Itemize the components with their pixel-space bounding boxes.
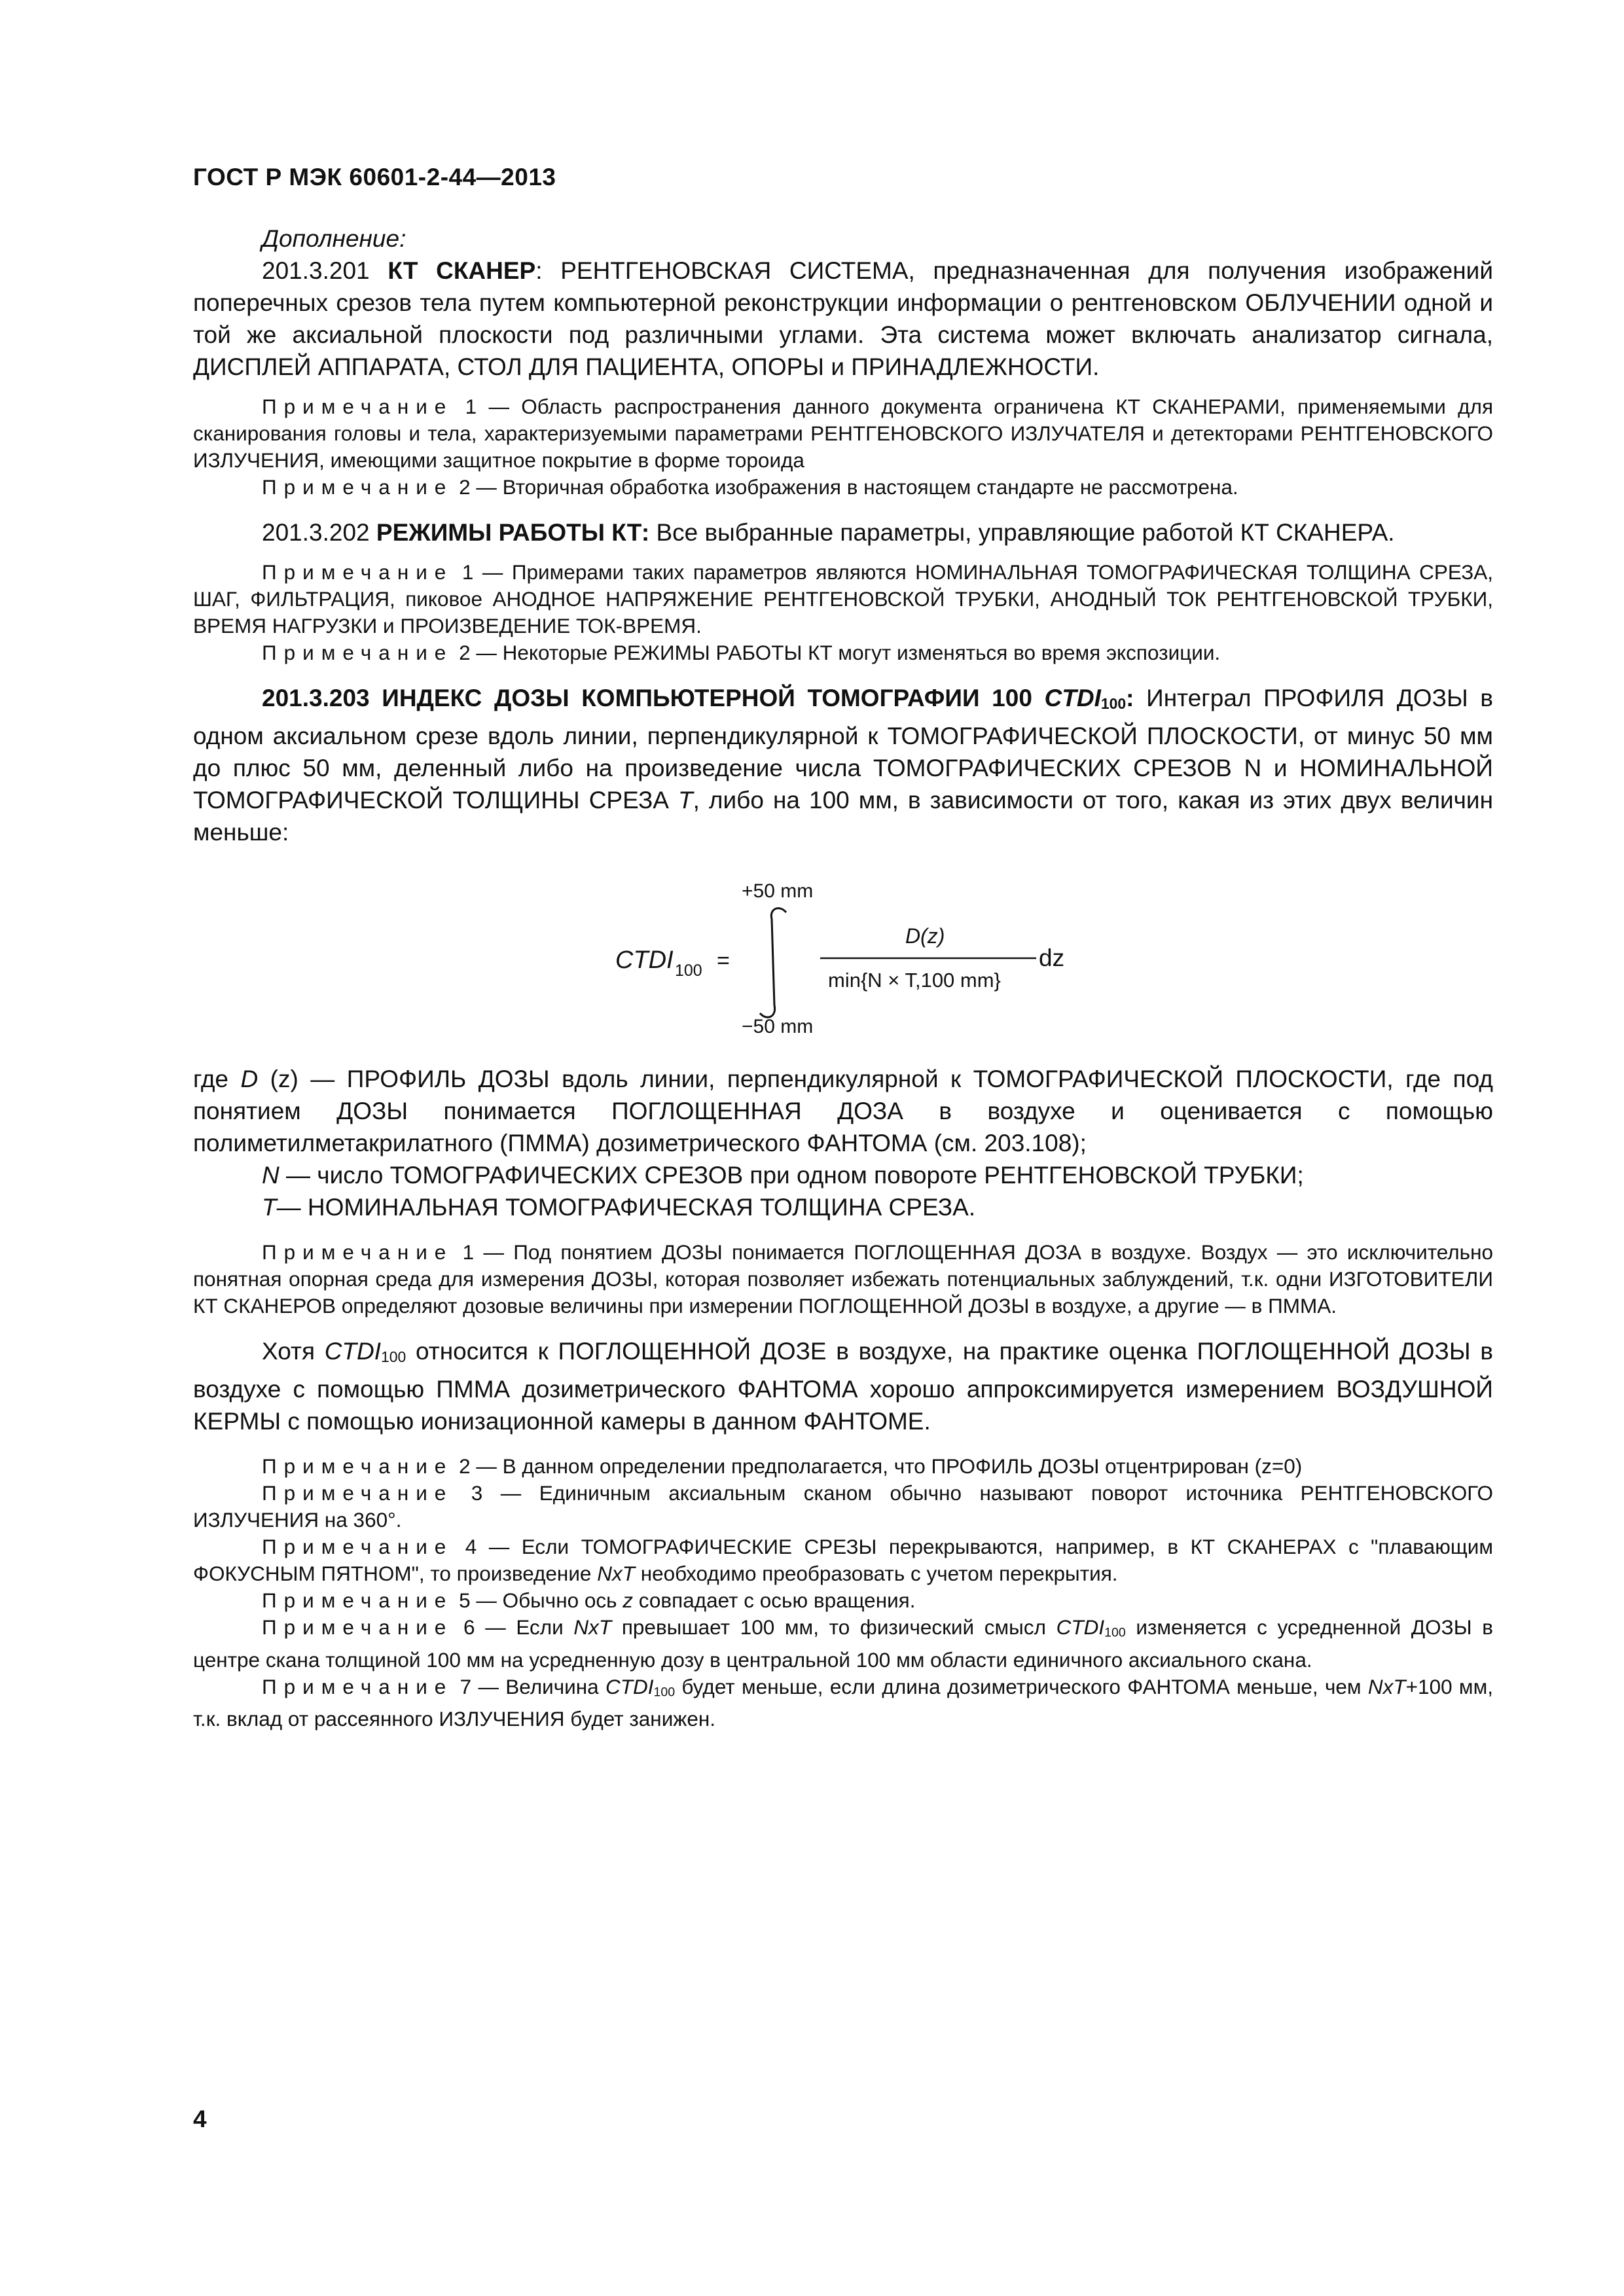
note-text: 1 — Под понятием ДОЗЫ понимается ПОГЛОЩЕННАЯ ДОЗА в воздухе. Воздух — это исключительно понятная опорная среда для измерения ДОЗЫ, которая позволяет избежать потенциальных заблуждений, т.к. одни ИЗГОТОВИТЕЛИ КТ СКАНЕРОВ определяют дозовые величины при измерении ПОГЛОЩЕННОЙ ДОЗЫ в воздухе, а другие — в ПММА. [193,1240,1493,1318]
note-text: 2 — Вторичная обработка изображения в настоящем стандарте не рассмотрена. [453,475,1238,499]
definition-term: РЕЖИМЫ РАБОТЫ КТ: [376,519,650,546]
formula-numerator: D(z) [905,924,945,948]
note-b-2: Примечание 2 — В данном определении предполагается, что ПРОФИЛЬ ДОЗЫ отцентрирован (z=0) [262,1454,1303,1479]
formula-lower-limit: −50 mm [742,1016,814,1038]
note-b-6: Примечание 6 — Если NxT превышает 100 мм, то физический смысл CTDI100 изменяется с усредненной ДОЗЫ в центре скана толщиной 100 мм на усредненную дозу в центральной 100 мм области единичного аксиального скана. [193,1615,1494,1672]
where-line-d: где D (z) — ПРОФИЛЬ ДОЗЫ вдоль линии, перпендикулярной к ТОМОГРАФИЧЕСКОЙ ПЛОСКОСТИ, где под понятием ДОЗЫ понимается ПОГЛОЩЕННАЯ ДОЗА в воздухе и оценивается с помощью полиметилметакрилатного (ПММА) дозиметрического ФАНТОМА (см. 203.108); [193,1066,1493,1157]
note-202-2 [193,639,1493,666]
definition-term: КТ СКАНЕР [388,257,536,284]
definition-number: 201.3.201 [262,257,370,284]
formula-lhs-subscript: 100 [675,961,702,980]
note-b-7: Примечание 7 — Величина CTDI100 будет меньше, если длина дозиметрического ФАНТОМА меньше, чем NxT+100 мм, т.к. вклад от рассеянного ИЗЛУЧЕНИЯ будет занижен. [193,1674,1493,1731]
definition-text: Интеграл ПРОФИЛЯ ДОЗЫ в одном аксиальном срезе вдоль линии, перпендикулярной к ТОМОГРАФИЧЕСКОЙ ПЛОСКОСТИ, от минус 50 мм до плюс 50 мм, деленный либо на произведение числа ТОМОГРАФИЧЕСКИХ СРЕЗОВ N и НОМИНАЛЬНОЙ ТОМОГРАФИЧЕСКОЙ ТОЛЩИНЫ СРЕЗА [193,685,1493,814]
note-label: Примечание [262,641,454,664]
note-text: 1 — Область распространения данного документа ограничена КТ СКАНЕРАМИ, применяемыми для сканирования головы и тела, характеризуемыми параметрами РЕНТГЕНОВСКОГО ИЗЛУЧАТЕЛЯ и детекторами РЕНТГЕНОВСКОГО ИЗЛУЧЕНИЯ, имеющими защитное покрытие в форме тороида [193,395,1493,472]
formula-upper-limit: +50 mm [742,880,814,903]
paragraph-air-dose: Хотя CTDI100 относится к ПОГЛОЩЕННОЙ ДОЗЕ в воздухе, на практике оценка ПОГЛОЩЕННОЙ ДОЗЫ в воздухе с помощью ПММА дозиметрического ФАНТОМА хорошо аппроксимируется измерением ВОЗДУШНОЙ КЕРМЫ с помощью ионизационной камеры в данном ФАНТОМЕ. [193,1338,1493,1435]
page-number: 4 [193,2106,207,2132]
definition-text: : РЕНТГЕНОВСКАЯ СИСТЕМА, предназначенная для получения изображений поперечных срезов тела путем компьютерной реконструкции информации о рентгеновском ОБЛУЧЕНИИ одной и той же аксиальной плоскости под различными углами. Эта система может включать анализатор сигнала, ДИСПЛЕЙ АППАРАТА, СТОЛ ДЛЯ ПАЦИЕНТА, ОПОРЫ и ПРИНАДЛЕЖНОСТИ. [193,257,1493,380]
definition-201-3-203: 201.3.203 ИНДЕКС ДОЗЫ КОМПЬЮТЕРНОЙ ТОМОГРАФИИ 100 CTDI100: Интеграл ПРОФИЛЯ ДОЗЫ в одном аксиальном срезе вдоль линии, перпендикулярной к ТОМОГРАФИЧЕСКОЙ ПЛОСКОСТИ, от минус 50 мм до плюс 50 мм, деленный либо на произведение числа ТОМОГРАФИЧЕСКИХ СРЕЗОВ N и НОМИНАЛЬНОЙ ТОМОГРАФИЧЕСКОЙ ТОЛЩИНЫ СРЕЗА T, либо на 100 мм, в зависимости от того, какая из этих двух величин меньше: [193,685,1493,846]
definition-201-3-201 [193,255,1493,383]
note-202-1 [193,559,1493,639]
note-201-2 [193,474,1493,501]
definition-201-3-202 [193,516,1493,548]
note-label: Примечание [262,475,454,499]
addition-label: Дополнение: [262,225,406,252]
note-text: 2 — Некоторые РЕЖИМЫ РАБОТЫ КТ могут изменяться во время экспозиции. [453,641,1221,664]
note-b-4: Примечание 4 — Если ТОМОГРАФИЧЕСКИЕ СРЕЗЫ перекрываются, например, в КТ СКАНЕРАХ с "плавающим ФОКУСНЫМ ПЯТНОМ", то произведение NxT необходимо преобразовать с учетом перекрытия. [193,1535,1493,1586]
note-label: Примечание [262,395,454,418]
ctdi-formula [193,861,1493,1038]
document-header: ГОСТ Р МЭК 60601-2-44—2013 [193,164,556,190]
document-body [193,223,1493,1732]
note-text: 1 — Примерами таких параметров являются НОМИНАЛЬНАЯ ТОМОГРАФИЧЕСКАЯ ТОЛЩИНА СРЕЗА, ШАГ, ФИЛЬТРАЦИЯ, пиковое АНОДНОЕ НАПРЯЖЕНИЕ РЕНТГЕНОВСКОЙ ТРУБКИ, АНОДНЫЙ ТОК РЕНТГЕНОВСКОЙ ТРУБКИ, ВРЕМЯ НАГРУЗКИ и ПРОИЗВЕДЕНИЕ ТОК-ВРЕМЯ. [193,560,1493,637]
formula-dz: dz [1039,944,1065,972]
formula-graphic [193,861,1493,1038]
note-b-5: Примечание 5 — Обычно ось z совпадает с осью вращения. [262,1588,916,1613]
definition-number: 201.3.202 [262,519,370,546]
definition-text: Все выбранные параметры, управляющие работой КТ СКАНЕРА. [649,519,1395,546]
where-line-n: N — число ТОМОГРАФИЧЕСКИХ СРЕЗОВ при одном повороте РЕНТГЕНОВСКОЙ ТРУБКИ; [262,1162,1304,1189]
formula-equals: = [717,948,730,974]
definition-term: 201.3.203 ИНДЕКС ДОЗЫ КОМПЬЮТЕРНОЙ ТОМОГРАФИИ 100 CTDI100: [262,685,1134,713]
formula-lhs: CTDI [615,946,674,975]
note-201-1 [193,393,1493,474]
where-line-t: T— НОМИНАЛЬНАЯ ТОМОГРАФИЧЕСКАЯ ТОЛЩИНА СРЕЗА. [262,1194,976,1221]
note-dose-1 [193,1239,1493,1319]
note-b-3: Примечание 3 — Единичным аксиальным сканом обычно называют поворот источника РЕНТГЕНОВСКОГО ИЗЛУЧЕНИЯ на 360°. [193,1481,1493,1532]
integral-sign [760,908,786,1018]
formula-denominator: min{N × T,100 mm} [828,969,1001,992]
note-label: Примечание [262,560,454,584]
note-label: Примечание [262,1240,454,1265]
